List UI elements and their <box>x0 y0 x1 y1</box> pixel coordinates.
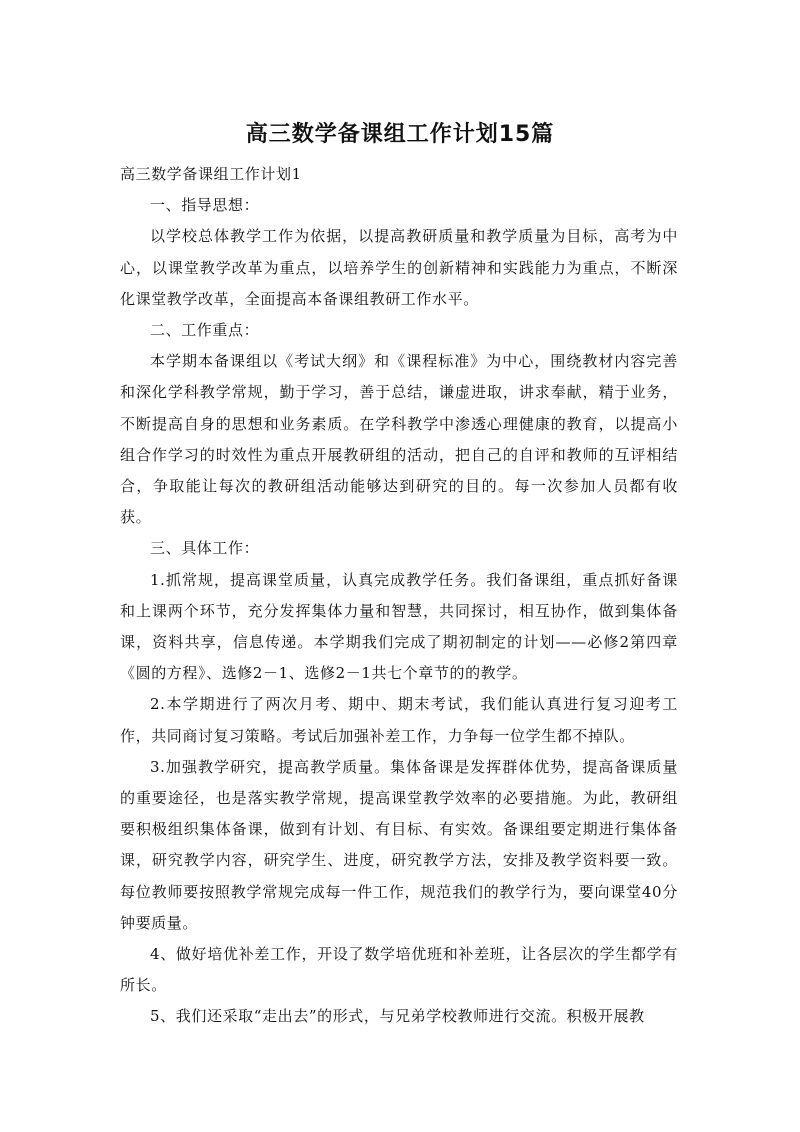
plan-subtitle: 高三数学备课组工作计划1 <box>120 165 302 183</box>
paragraph-item-1: 1.抓常规，提高课堂质量，认真完成教学任务。我们备课组，重点抓好备课和上课两个环节，充分发挥集体力量和智慧，共同探讨，相互协作，做到集体备课，资料共享，信息传递。本学期我们完成了期初制定的计划——必修2第四章《圆的方程》、选修2－1、选修2－1共七个章节的的教学。 <box>120 570 678 683</box>
document-body <box>120 159 678 1033</box>
section-heading-guiding-ideology: 一、指导思想： <box>150 196 260 215</box>
paragraph-item-4: 4、做好培优补差工作，开设了数学培优班和补差班，让各层次的学生都学有所长。 <box>120 945 678 995</box>
document-title: 高三数学备课组工作计划15篇 <box>245 122 555 147</box>
paragraph-item-5: 5、我们还采取“走出去”的形式，与兄弟学校教师进行交流。积极开展教 <box>150 1007 645 1026</box>
paragraph-item-2: 2.本学期进行了两次月考、期中、期末考试，我们能认真进行复习迎考工作，共同商讨复习策略。考试后加强补差工作，力争每一位学生都不掉队。 <box>120 695 678 745</box>
paragraph-item-3: 3.加强教学研究，提高教学质量。集体备课是发挥群体优势，提高备课质量的重要途径，也是落实教学常规，提高课堂教学效率的必要措施。为此，教研组要积极组织集体备课，做到有计划、有目标、有实效。备课组要定期进行集体备课，研究教学内容，研究学生、进度，研究教学方法，安排及教学资料要一致。每位教师要按照教学常规完成每一件工作，规范我们的教学行为，要向课堂40分钟要质量。 <box>120 757 678 932</box>
section-heading-work-focus: 二、工作重点： <box>150 321 260 340</box>
paragraph-guiding-ideology: 以学校总体教学工作为依据，以提高教研质量和教学质量为目标，高考为中心，以课堂教学改革为重点，以培养学生的创新精神和实践能力为重点，不断深化课堂教学改革，全面提高本备课组教研工作水平。 <box>120 227 678 308</box>
paragraph-work-focus: 本学期本备课组以《考试大纲》和《课程标准》为中心，围绕教材内容完善和深化学科教学常规，勤于学习，善于总结，谦虚进取，讲求奉献，精于业务，不断提高自身的思想和业务素质。在学科教学中渗透心理健康的教育，以提高小组合作学习的时效性为重点开展教研组的活动，把自己的自评和教师的互评相结合，争取能让每次的教研组活动能够达到研究的目的。每一次参加人员都有收获。 <box>120 352 678 527</box>
section-heading-specific-work: 三、具体工作： <box>150 539 260 558</box>
